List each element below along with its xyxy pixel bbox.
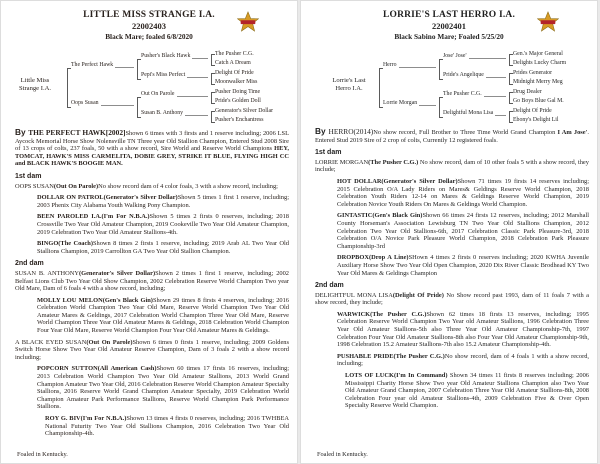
produce-entry: GINTASTIC(Gen's Black Gin)Shown 66 times 24 firsts 12 reserves, including; 2012 Marshall County Horseman's Association Lewisburg TN Two Year Old Stallions Champion, 2012 Celebration Two Year Old Stallions-6th, 2017 Celebration Classic Park Pleasure-3rd, 2018 Celebration O/A Novice Park Pleasure World Champion, 2018 Celebration Park Pleasure Championship-3rd bbox=[337, 212, 589, 250]
pedigree-node: Delight Of Pride bbox=[513, 108, 552, 114]
pedigree-node: Delights Lucky Charm bbox=[513, 60, 567, 66]
catalog-page-little-miss-strange bbox=[0, 0, 298, 464]
registration-number: 22002403 bbox=[132, 21, 166, 31]
second-dam-heading: 2nd dam bbox=[15, 260, 44, 268]
produce-entry: MOLLY LOU MELON(Gen's Black Gin)Shown 29 times 8 firsts 4 reserves, including; 2016 Celebration World Champion Two Year Old Mare, Reserve World Champion Two Year Old Amateur Mares & Geldings, 2017 Celebration World Champion Three Year Old Mare, Reserve World Champion Three Year Old Amateur Mares & Geldings, 2018 Celebration World Champion Four Year Old Mare, Reserve World Champion Four Year Old Amateur Mares & Geldings. bbox=[37, 296, 289, 335]
pedigree-node: Pusher's Black Hawk bbox=[141, 53, 209, 60]
produce-entry: BINGO(The Coach)Shown 8 times 2 firsts 1 reserve, including; 2019 Arab AL Two Year Old Stallions Champion, 2019 Carrollton GA Two Year Old Stallion Champion. bbox=[37, 240, 289, 255]
leader-line bbox=[469, 58, 506, 59]
second-dam-heading: 2nd dam bbox=[315, 282, 344, 290]
pedigree-chart bbox=[1, 49, 298, 131]
pedigree-node: Generator's Silver Dollar bbox=[215, 108, 274, 114]
horse-description: Black Mare; foaled 6/8/2020 bbox=[105, 32, 193, 41]
dam-intro: DELIGHTFUL MONA LISA(Delight Of Pride) No Show record past 1993, dam of 11 foals 7 with a show record, they include; bbox=[315, 291, 589, 307]
pedigree-node: Pride's Golden Doll bbox=[215, 98, 261, 104]
pedigree-node: Gen.'s Major General bbox=[513, 51, 563, 57]
produce-entry: LOTS OF LUCK(I'm In Command) Shown 34 times 11 firsts 8 reserves including; 2006 Mississippi Charity Horse Show Two year Old Amateur Stallions Champion also Two Year Old Amateur Grand Champion, 2007 Celebration Three Year Old Amateur Stallions-8th, 2008 Celebration Four year old Amateur Stallions-4th, 2009 Celebration Five & Over Open Specialty Reserve World Champion. bbox=[345, 372, 590, 410]
page-title: LORRIE'S LAST HERRO I.A. bbox=[382, 10, 516, 20]
pedigree-node: The Pusher C.G. bbox=[443, 91, 507, 98]
dam-intro: A BLACK EYED SUSAN(Out On Parole)Shown 6 times 0 firsts 1 reserve, including; 2009 Goldens Switch Horse Show Two Year Old Amateur Reserve Champion, Dam of 3 foals 2 with a show record including; bbox=[15, 338, 289, 361]
leader-line bbox=[187, 77, 208, 78]
pedigree-node: Prides Generator bbox=[513, 70, 553, 76]
pedigree-node: Drug Dealer bbox=[513, 89, 542, 95]
pedigree-node: Pusher Doing Time bbox=[215, 89, 261, 95]
dam-intro: SUSAN B. ANTHONY(Generator's Silver Dollar)Shown 2 times 1 first 1 reserve, including; 2002 Belfast Lions Club Two Year Old Show Champion, 2002 Celebration Reserve World Champion Two year Old Mare, Dam of 6 foals 4 with a show record, including; bbox=[15, 269, 289, 293]
leader-line bbox=[185, 115, 208, 116]
pedigree-node: Pusher's Enchantress bbox=[215, 117, 264, 123]
pedigree-node: Delight Of Pride bbox=[215, 70, 254, 76]
pedigree-node-sire: Herro bbox=[383, 62, 437, 69]
gold-star-ribbon-icon bbox=[537, 11, 559, 32]
produce-entry: PUSHABLE PRIDE(The Pusher C.G.)No show record, dam of 4 foals 1 with a show record, including; bbox=[337, 352, 590, 368]
foaled-note: Foaled in Kentucky. bbox=[17, 451, 68, 458]
pedigree-node: The Pusher C.G. bbox=[215, 51, 254, 57]
pedigree-node: Go Boys Blue Gal M. bbox=[513, 98, 564, 104]
produce-entry: ROY G. BIV(I'm For N.B.A.)Shown 13 times 4 firsts 0 reserves, including; 2016 TWHBEA National Futurity Two Year Old Stallions Champion, 2016 Celebration Two Year Old Championship-4th. bbox=[45, 415, 289, 438]
pedigree-subject-line2: Herro I.A. bbox=[335, 84, 363, 92]
by-sire-paragraph: By HERRO(2014)No show record, Full Brother to Three Time World Grand Champion I Am Jose'. Entered Stud 2019 Sire of 2 crop of colts, Currently 12 registered foals. bbox=[315, 126, 589, 144]
leader-line bbox=[419, 105, 436, 106]
pedigree-node-dam: Lorrie Morgan bbox=[383, 100, 437, 107]
leader-line bbox=[484, 96, 506, 97]
by-sire-paragraph: By THE PERFECT HAWK[2002]Shown 6 times with 3 firsts and 1 reserve including; 2006 LSL Aycock Memorial Horse Show Nolensville TN Three year Old Stallion Champion, Entered Stud 2008 Sire of 13 crops of colts, 237 foals, 50 with a show record, Sire World and Reserve World Champions HEY, TOMCAT, HAWK'S MISS CARMELITA, DOBIE GREY, STRIKE IT BLUE, FLYING HIGH CC and BLACK HAWK'S BOOGIE MAN. bbox=[15, 127, 289, 168]
pedigree-node: Midnight Merry Meg bbox=[513, 79, 563, 85]
registration-number: 22002401 bbox=[432, 21, 466, 31]
produce-entry: HOT DOLLAR(Generator's Silver Dollar)Shown 71 times 19 firsts 14 reserves including; 2015 Celebration O/A Lady Riders on Mares& Geldings Reserve World Champion, 2018 Celebration Youth Riders 12-14 on Mares & Geldings Reserve World Champion, 2019 Celebration Novice Youth Riders On Mares & Geldings World Champion. bbox=[337, 177, 589, 208]
pedigree-node: Pride's Angelique bbox=[443, 72, 507, 79]
catalog-page-lorries-last-herro bbox=[300, 0, 598, 464]
produce-entry: WARWICK(The Pusher C.G.)Shown 62 times 18 firsts 13 reserves, including; 1995 Celebration Reserve World Champion Two Year old Amateur Stallions, 1996 Celebration Three Year Old Amateur Stallions-5th also Three Year Old Amateur Championship-7th, 1997 Celebration Four Year Old Amateur Stallions-8th also Four Year Old Amateur Championship-9th, 1998 Celebration 15.2 Amateur Stallions-7th also 15.2 Amateur Championship-4th. bbox=[337, 310, 589, 349]
pedigree-node: Delightful Mona Lisa bbox=[443, 110, 507, 117]
pedigree-node: Catch A Dream bbox=[215, 60, 251, 66]
produce-entry: BEEN PAROLED I.A.(I'm For N.B.A.)Shown 5 times 2 firsts 0 reserves, including; 2018 Crossville Two Year Old Amateur Champion, 2019 Cookeville Two Year Old Amateur Champion, 2019 Celebration Two Year Old Amateur Stallions-4th. bbox=[37, 213, 289, 236]
leader-line bbox=[486, 77, 506, 78]
page-title: LITTLE MISS STRANGE I.A. bbox=[83, 10, 215, 20]
dam-intro: OOPS SUSAN(Out On Parole)No show record dam of 4 color foals, 3 with a show record, including; bbox=[15, 182, 278, 190]
pedigree-node: Ebony's Delight Lil bbox=[513, 117, 559, 123]
pedigree-subject bbox=[319, 77, 379, 92]
pedigree-subject-line1: Lorrie's Last bbox=[332, 77, 366, 84]
pedigree-subject-line1: Little Miss bbox=[20, 77, 50, 84]
pedigree-node-sire: The Perfect Hawk bbox=[71, 62, 135, 69]
pedigree-node-dam: Oops Susan bbox=[71, 100, 135, 107]
produce-entry: DOLLAR ON PATROL(Generator's Silver Dollar)Shown 5 times 1 first 1 reserve, including; 2003 Phenix City Alabama Youth Walking Pony Champion. bbox=[37, 194, 289, 209]
leader-line bbox=[495, 115, 506, 116]
leader-line bbox=[115, 67, 134, 68]
foaled-note: Foaled in Kentucky. bbox=[317, 451, 368, 458]
produce-entry: DROPBOX(Drop A Line)SHown 4 times 2 firsts 0 reserves including; 2020 KWHA Juvenile Auxiliary Horse Show Two Year Old Open Champion, 2020 Dix River Classic Brodhead KY Two Year Old Mares & Geldings Champion bbox=[337, 254, 589, 277]
pedigree-node: Jose' Jose' bbox=[443, 53, 507, 60]
pedigree-node: Pepi's Miss Perfect bbox=[141, 72, 209, 79]
pedigree-subject bbox=[5, 77, 65, 92]
horse-description: Black Sabino Mare; Foaled 5/25/20 bbox=[394, 32, 504, 41]
pedigree-subject-line2: Strange I.A. bbox=[18, 84, 52, 92]
leader-line bbox=[101, 105, 134, 106]
pedigree-node: Susan B. Anthony bbox=[141, 110, 209, 117]
pedigree-node: Out On Parole bbox=[141, 91, 209, 98]
produce-entry: POPCORN SUTTON(All American Cash)Shown 60 times 17 firsts 16 reserves, including; 2013 Celebration World Champion Two Year Old Amateur Stallions, 2013 World Grand Champion Amateur Two Year Old, 2016 Celebration Reserve World Champion Amateur Specialty Stallions, 2016 Reserve World Grand Champion Amateur Specialty, 2019 Celebration World Champion Amateur Park Performance Stallions, Reserve World Champion Park Performance Stallions. bbox=[37, 365, 290, 411]
gold-star-ribbon-icon bbox=[237, 11, 259, 32]
leader-line bbox=[192, 58, 208, 59]
page-body bbox=[315, 128, 589, 414]
leader-line bbox=[177, 96, 209, 97]
first-dam-heading: 1st dam bbox=[15, 172, 42, 180]
first-dam-heading: 1st dam bbox=[315, 149, 342, 157]
leader-line bbox=[399, 67, 436, 68]
pedigree-node: Moonwalker Miss bbox=[215, 79, 258, 85]
page-body bbox=[15, 129, 289, 442]
dam-intro: LORRIE MORGAN(The Pusher C.G.) No show record, dam of 10 other foals 5 with a show record, they include; bbox=[315, 158, 589, 174]
pedigree-chart bbox=[301, 49, 598, 131]
